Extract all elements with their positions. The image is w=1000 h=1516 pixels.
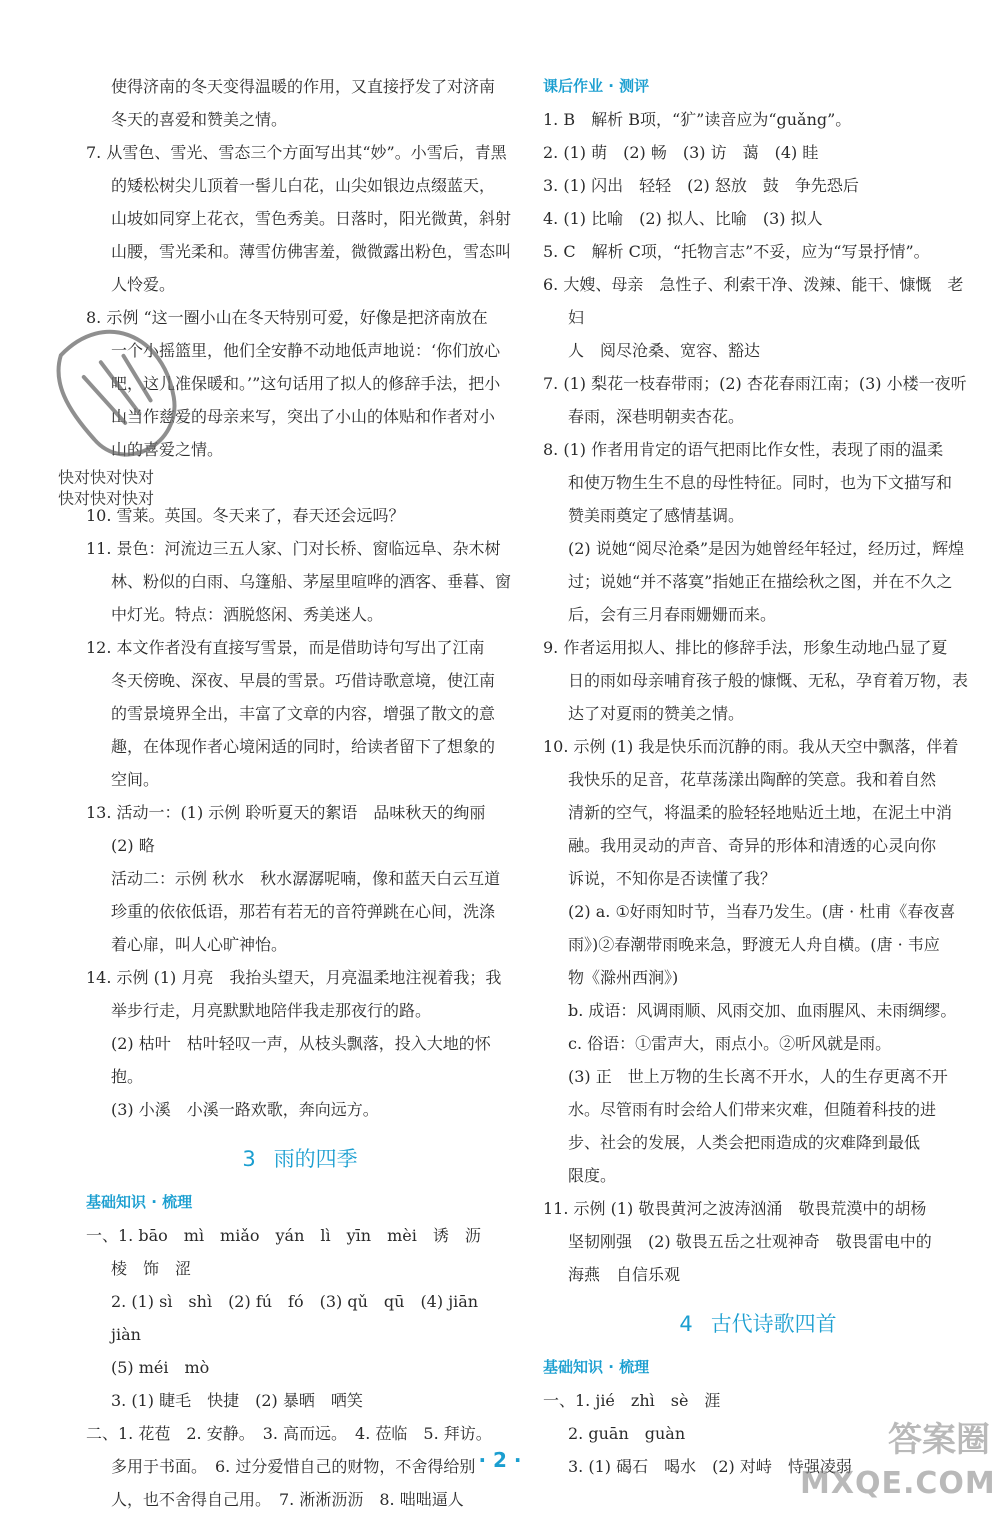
answer-line: 中灯光。特点：洒脱悠闲、秀美迷人。 (111, 605, 384, 624)
answer-5: 5. C 解析 C项，“托物言志”不妥，应为“写景抒情”。 (543, 242, 930, 261)
answer-line: b. 成语：风调雨顺、风雨交加、血雨腥风、未雨绸缪。 (568, 1001, 957, 1020)
answer-line: 2. guān guàn (568, 1424, 686, 1443)
answer-14: 14. 示例 (1) 月亮 我抬头望天，月亮温柔地注视着我；我 (86, 968, 502, 987)
answer-line: (2) a. ①好雨知时节，当春乃发生。(唐 · 杜甫《春夜喜 (568, 902, 956, 921)
answer-7: 7. 从雪色、雪光、雪态三个方面写出其“妙”。小雪后，青黑 (86, 143, 507, 162)
answer-line: (2) 说她“阅尽沧桑”是因为她曾经年轻过，经历过，辉煌 (568, 539, 965, 558)
answer-line: 空间。 (111, 770, 160, 789)
answer-line: 趣，在体现作者心境闲适的同时，给读者留下了想象的 (111, 737, 496, 756)
answer-line: 赞美雨奠定了感情基调。 (568, 506, 745, 525)
answer-10: 10. 示例 (1) 我是快乐而沉静的雨。我从天空中飘落，伴着 (543, 737, 959, 756)
answer-line: 珍重的依依低语，那若有若无的音符弹跳在心间，洗涤 (111, 902, 496, 921)
answer-line: 冬天的喜爱和赞美之情。 (111, 110, 288, 129)
answer-line: 诉说，不知你是否读懂了我？ (568, 869, 777, 888)
answer-line: 林、粉似的白雨、乌篷船、茅屋里喧哗的酒客、垂暮、窗 (111, 572, 512, 591)
section-homework: 课后作业 · 测评 (543, 77, 650, 95)
answer-line: (3) 小溪 小溪一路欢歌，奔向远方。 (111, 1100, 379, 1119)
answer-6: 6. 大嫂、母亲 急性子、利索干净、泼辣、能干、慷慨 老妇 (543, 275, 964, 327)
answer-line: (5) méi mò (111, 1358, 210, 1377)
section-basic-knowledge: 基础知识 · 梳理 (543, 1358, 650, 1376)
answer-line: 2. (1) sì shì (2) fú fó (3) qǔ qū (4) jiān jiàn (111, 1292, 495, 1344)
answer-line: 3. (1) 碣石 喝水 (2) 对峙 恃强凌弱 (568, 1457, 852, 1476)
answer-line: 山当作慈爱的母亲来写，突出了小山的体贴和作者对小 (111, 407, 496, 426)
answer-line: 山腰，雪光柔和。薄雪仿佛害羞，微微露出粉色，雪态叫 (111, 242, 512, 261)
answer-1: 1. B 解析 B项，“犷”读音应为“guǎng”。 (543, 110, 852, 129)
answer-line: 日的雨如母亲哺育孩子般的慷慨、无私，孕育着万物，表 (568, 671, 969, 690)
answer-line: c. 俗语：①雷声大，雨点小。②听风就是雨。 (568, 1034, 892, 1053)
answer-line: 步、社会的发展，人类会把雨造成的灾难降到最低 (568, 1133, 921, 1152)
answer-line: 过；说她“并不落寞”指她正在描绘秋之图，并在不久之 (568, 572, 953, 591)
answer-line: 着心扉，叫人心旷神怡。 (111, 935, 288, 954)
answer-line: 人，也不舍得自己用。 7. 淅淅沥沥 8. 咄咄逼人 (111, 1490, 464, 1509)
answer-7: 7. (1) 梨花一枝春带雨；(2) 杏花春雨江南；(3) 小楼一夜听 (543, 374, 967, 393)
answer-line: 坚韧刚强 (2) 敬畏五岳之壮观神奇 敬畏雷电中的 (568, 1232, 932, 1251)
answer-line: 3. (1) 睫毛 快捷 (2) 暴晒 哂笑 (111, 1391, 363, 1410)
answer-line: 的矮松树尖儿顶着一髻儿白花，山尖如银边点缀蓝天， (111, 176, 496, 195)
answer-3: 3. (1) 闪出 轻轻 (2) 怒放 鼓 争先恐后 (543, 176, 859, 195)
lesson-3-title (86, 1132, 514, 1186)
answer-line: 限度。 (568, 1166, 617, 1185)
answer-line: 清新的空气，将温柔的脸轻轻地贴近土地，在泥土中消 (568, 803, 953, 822)
watermark (800, 1418, 996, 1513)
lesson-number: 3 (242, 1147, 256, 1171)
answer-11: 11. 景色：河流边三五人家、门对长桥、窗临远阜、杂木树 (86, 539, 501, 558)
answer-line: 雨》)②春潮带雨晚来急，野渡无人舟自横。(唐 · 韦应 (568, 935, 940, 954)
answer-line: 融。我用灵动的声音、奇异的形体和清透的心灵向你 (568, 836, 937, 855)
answer-2: 2. (1) 萌 (2) 畅 (3) 访 蔼 (4) 眭 (543, 143, 819, 162)
answer-4: 4. (1) 比喻 (2) 拟人、比喻 (3) 拟人 (543, 209, 823, 228)
lesson-number: 4 (679, 1312, 693, 1336)
answer-11: 11. 示例 (1) 敬畏黄河之波涛汹涌 敬畏荒漠中的胡杨 (543, 1199, 927, 1218)
answer-12: 12. 本文作者没有直接写雪景，而是借助诗句写出了江南 (86, 638, 485, 657)
answer-line: 山坡如同穿上花衣，雪色秀美。日落时，阳光微黄，斜射 (111, 209, 512, 228)
answer-line: 使得济南的冬天变得温暖的作用，又直接抒发了对济南 (111, 77, 496, 96)
answer-line: 活动二：示例 秋水 秋水潺潺呢喃，像和蓝天白云互道 (111, 869, 501, 888)
lesson-name: 古代诗歌四首 (710, 1312, 837, 1336)
answer-line: 达了对夏雨的赞美之情。 (568, 704, 745, 723)
answer-line: 我快乐的足音，花草荡漾出陶醉的笑意。我和着自然 (568, 770, 937, 789)
answer-10: 10. 雪莱。英国。冬天来了，春天还会远吗？ (86, 506, 405, 525)
answer-line: 山的喜爱之情。 (111, 440, 224, 459)
answer-line: 春雨，深巷明朝卖杏花。 (568, 407, 745, 426)
answer-line: 冬天傍晚、深夜、早晨的雪景。巧借诗歌意境，使江南 (111, 671, 496, 690)
answer-13: 13. 活动一：(1) 示例 聆听夏天的絮语 品味秋天的绚丽 (86, 803, 486, 822)
answer-line: 吧，这儿准保暖和。’”这句话用了拟人的修辞手法，把小 (111, 374, 501, 393)
overlay-text: 快对快对快对 (58, 468, 155, 487)
lesson-4-title (543, 1297, 973, 1351)
watermark-url: MXQE.COM (800, 1466, 996, 1501)
answer-line: 人怜爱。 (111, 275, 176, 294)
answer-line: 一个小摇篮里，他们全安静不动地低声地说：‘你们放心 (111, 341, 501, 360)
answer-line: (2) 略 (111, 836, 155, 855)
answer-line: 多用于书面。 6. 过分爱惜自己的财物，不舍得给别 (111, 1457, 476, 1476)
answer-9: 9. 作者运用拟人、排比的修辞手法，形象生动地凸显了夏 (543, 638, 948, 657)
answer-line: 的雪景境界全出，丰富了文章的内容，增强了散文的意 (111, 704, 496, 723)
answer-line: 一、1. bāo mì miǎo yán lì yīn mèi 诱 沥 (86, 1226, 481, 1245)
answer-line: 一、1. jié zhì sè 涯 (543, 1391, 721, 1410)
section-basic-knowledge: 基础知识 · 梳理 (86, 1193, 193, 1211)
answer-line: 举步行走，月亮默默地陪伴我走那夜行的路。 (111, 1001, 432, 1020)
answer-line: 人 阅尽沧桑、宽容、豁达 (568, 341, 761, 360)
answer-line: 二、1. 花苞 2. 安静。 3. 高而远。 4. 莅临 5. 拜访。 (86, 1424, 492, 1443)
answer-line: (3) 正 世上万物的生长离不开水，人的生存更离不开 (568, 1067, 948, 1086)
page-number: · 2 · (478, 1448, 522, 1472)
lesson-name: 雨的四季 (273, 1147, 358, 1171)
right-column (543, 70, 973, 1483)
answer-line: 海燕 自信乐观 (568, 1265, 681, 1284)
answer-line: (2) 枯叶 枯叶轻叹一声，从枝头飘落，投入大地的怀抱。 (111, 1034, 491, 1086)
left-column (86, 70, 514, 1516)
answer-8: 8. 示例 “这一圈小山在冬天特别可爱，好像是把济南放在 (86, 308, 488, 327)
answer-line: 后，会有三月春雨姗姗而来。 (568, 605, 777, 624)
overlay-text: 快对快对快对 (58, 489, 155, 508)
answer-line: 棱 饰 涩 (111, 1259, 192, 1278)
answer-line: 物《滁州西涧》) (568, 968, 679, 987)
answer-line: 水。尽管雨有时会给人们带来灾难，但随着科技的进 (568, 1100, 937, 1119)
answer-8: 8. (1) 作者用肯定的语气把雨比作女性，表现了雨的温柔 (543, 440, 944, 459)
answer-line: 和使万物生生不息的母性特征。同时，也为下文描写和 (568, 473, 953, 492)
watermark-logo-text: 答案圈 (888, 1420, 990, 1460)
